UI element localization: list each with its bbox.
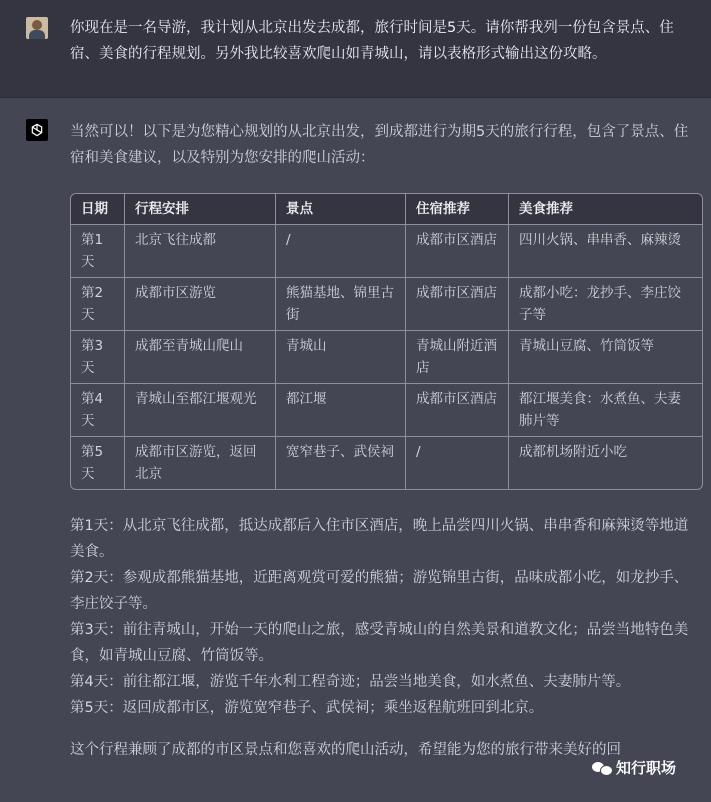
cell-schedule: 成都市区游览 [124,277,275,330]
cell-date: 第3天 [71,330,124,383]
day-description: 第4天：前往都江堰，游览千年水利工程奇迹；品尝当地美食，如水煮鱼、夫妻肺片等。 [70,674,631,690]
cell-lodging: 成都市区酒店 [405,224,508,277]
cell-food: 四川火锅、串串香、麻辣烫 [508,224,702,277]
cell-date: 第5天 [71,436,124,489]
cell-date: 第4天 [71,383,124,436]
watermark [592,757,676,778]
cell-lodging: 青城山附近酒店 [405,330,508,383]
header-schedule: 行程安排 [124,194,275,224]
assistant-message [70,119,700,778]
openai-logo-icon [26,119,48,141]
day-description: 第3天：前往青城山，开始一天的爬山之旅，感受青城山的自然美景和道教文化；品尝当地特色美食，如青城山豆腐、竹筒饭等。 [70,622,689,664]
cell-schedule: 北京飞往成都 [124,224,275,277]
user-avatar [26,17,48,39]
cell-food: 青城山豆腐、竹筒饭等 [508,330,702,383]
table-row [71,436,702,489]
day-description: 第5天：返回成都市区，游览宽窄巷子、武侯祠；乘坐返程航班回到北京。 [70,700,544,716]
table-row [71,383,702,436]
header-lodging: 住宿推荐 [405,194,508,224]
cell-attractions: 宽窄巷子、武侯祠 [275,436,405,489]
table-header-row [71,194,702,224]
cell-lodging: 成都市区酒店 [405,383,508,436]
wechat-icon [592,760,612,776]
cell-food: 成都小吃：龙抄手、李庄饺子等 [508,277,702,330]
cell-attractions: 都江堰 [275,383,405,436]
itinerary-table [70,193,703,490]
user-message-row [0,0,711,98]
cell-schedule: 成都至青城山爬山 [124,330,275,383]
day-description: 第2天：参观成都熊猫基地，近距离观赏可爱的熊猫；游览锦里古街，品味成都小吃，如龙抄手、李庄饺子等。 [70,570,689,612]
user-message-text: 你现在是一名导游，我计划从北京出发去成都，旅行时间是5天。请你帮我列一份包含景点、住宿、美食的行程规划。另外我比较喜欢爬山如青城山，请以表格形式输出这份攻略。 [70,20,674,62]
watermark-text: 知行职场 [616,759,677,777]
header-food: 美食推荐 [508,194,702,224]
day-description: 第1天：从北京飞往成都，抵达成都后入住市区酒店，晚上品尝四川火锅、串串香和麻辣烫等地道美食。 [70,518,689,560]
cell-schedule: 成都市区游览，返回北京 [124,436,275,489]
cell-lodging: / [405,436,508,489]
table-row [71,277,702,330]
cell-attractions: 青城山 [275,330,405,383]
cell-food: 都江堰美食：水煮鱼、夫妻肺片等 [508,383,702,436]
day-descriptions [70,513,700,721]
assistant-outro: 这个行程兼顾了成都的市区景点和您喜欢的爬山活动，希望能为您的旅行带来美好的回 [70,742,621,758]
header-attractions: 景点 [275,194,405,224]
table-row [71,330,702,383]
cell-lodging: 成都市区酒店 [405,277,508,330]
cell-date: 第2天 [71,277,124,330]
cell-schedule: 青城山至都江堰观光 [124,383,275,436]
cell-attractions: 熊猫基地、锦里古街 [275,277,405,330]
table-row [71,224,702,277]
cell-date: 第1天 [71,224,124,277]
cell-food: 成都机场附近小吃 [508,436,702,489]
header-date: 日期 [71,194,124,224]
assistant-intro: 当然可以！以下是为您精心规划的从北京出发，到成都进行为期5天的旅行行程，包含了景点、住宿和美食建议，以及特别为您安排的爬山活动： [70,124,689,166]
cell-attractions: / [275,224,405,277]
